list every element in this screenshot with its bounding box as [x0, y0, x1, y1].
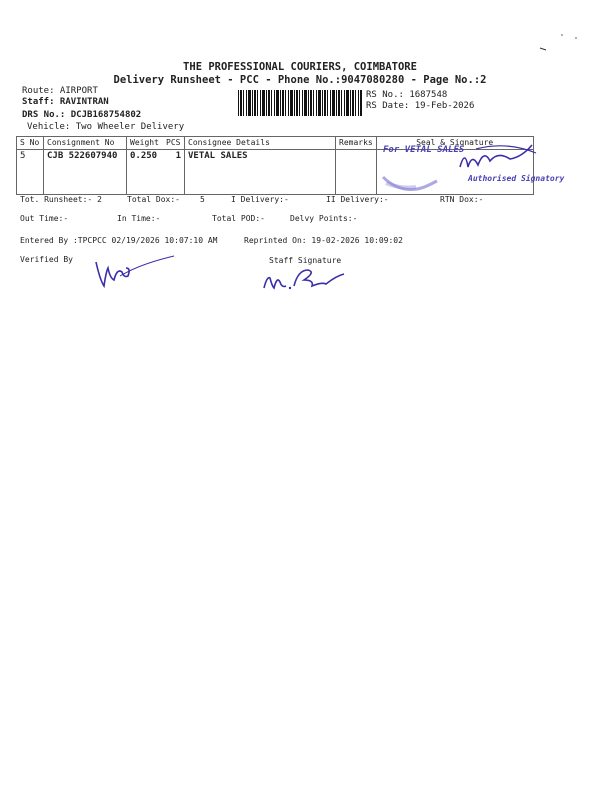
out-time-label: Out Time:- [20, 214, 69, 223]
col-weight: Weight [127, 137, 164, 150]
barcode-image [238, 90, 362, 116]
rtn-dox-label: RTN Dox:- [440, 195, 484, 204]
total-dox-value: 5 [200, 195, 205, 204]
cell-pcs: 1 [163, 150, 185, 195]
staff-label: Staff: RAVINTRAN [22, 97, 109, 107]
staff-signature-label: Staff Signature [269, 256, 342, 265]
stamp-signature-icon [380, 137, 565, 195]
staff-signature-icon [260, 266, 355, 298]
total-dox-label: Total Dox:- [127, 195, 180, 204]
col-remarks: Remarks [336, 137, 377, 150]
verified-signature-icon [88, 252, 178, 292]
company-stamp [380, 137, 565, 195]
runsheet-subtitle: Delivery Runsheet - PCC - Phone No.:9047080280 - Page No.:2 [113, 74, 487, 86]
company-title: THE PROFESSIONAL COURIERS, COIMBATORE [183, 61, 417, 73]
rs-date: RS Date: 19-Feb-2026 [366, 101, 475, 111]
vehicle-label: Vehicle: Two Wheeler Delivery [27, 122, 185, 132]
reprinted-on: Reprinted On: 19-02-2026 10:09:02 [244, 236, 403, 245]
stamp-authorised-text: Authorised Signatory [468, 174, 565, 183]
drs-number: DRS No.: DCJB168754802 [22, 110, 142, 120]
cell-consignment: CJB 522607940 [44, 150, 127, 195]
col-seal-signature: Seal & Signature [376, 137, 533, 150]
entered-by: Entered By :TPCPCC 02/19/2026 10:07:10 AM [20, 236, 218, 245]
in-time-label: In Time:- [117, 214, 161, 223]
scan-marks-icon [520, 30, 590, 55]
cell-consignee: VETAL SALES [185, 150, 336, 195]
stamp-company-text: For VETAL SALES [383, 145, 465, 155]
verified-by-label: Verified By [20, 255, 73, 264]
rs-number: RS No.: 1687548 [366, 90, 448, 100]
col-pcs: PCS [163, 137, 185, 150]
col-consignee: Consignee Details [185, 137, 336, 150]
cell-remarks [336, 150, 377, 195]
col-consignment: Consignment No [44, 137, 127, 150]
tot-runsheet: Tot. Runsheet:- 2 [20, 195, 102, 204]
i-delivery-label: I Delivery:- [231, 195, 289, 204]
ii-delivery-label: II Delivery:- [326, 195, 389, 204]
col-sno: S No [17, 137, 44, 150]
route-label: Route: AIRPORT [22, 86, 98, 96]
delvy-points-label: Delvy Points:- [290, 214, 358, 223]
cell-sno: 5 [17, 150, 44, 195]
cell-weight: 0.250 [127, 150, 164, 195]
total-pod-label: Total POD:- [212, 214, 265, 223]
